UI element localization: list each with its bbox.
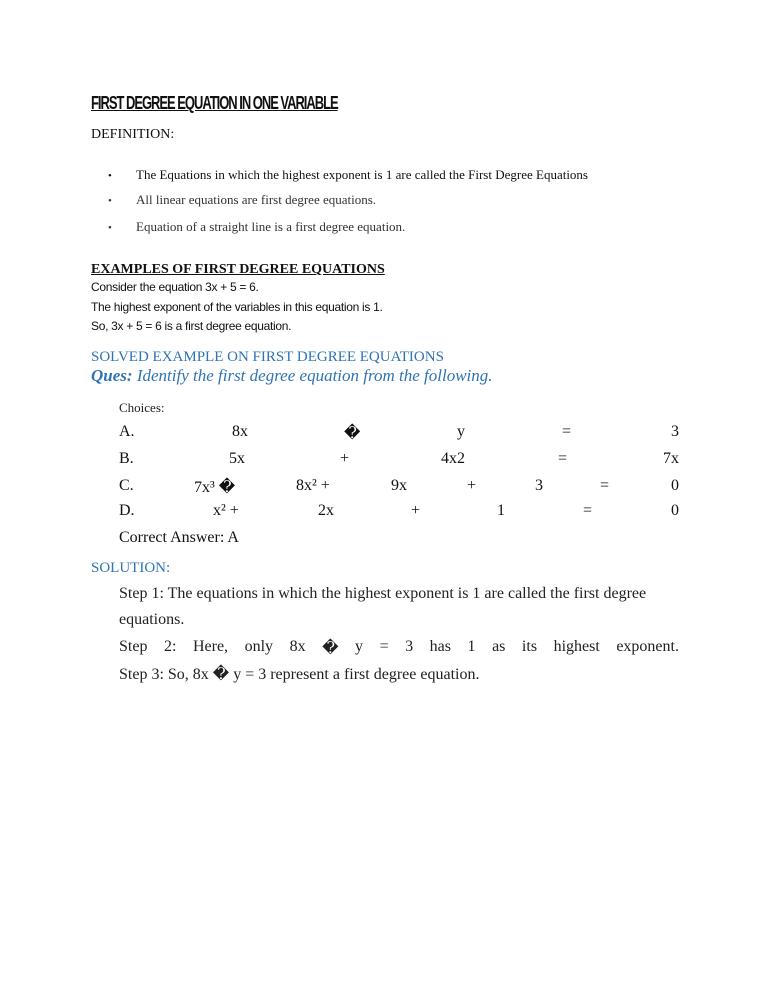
choice-term: � <box>344 425 361 442</box>
definition-label: DEFINITION: <box>91 127 175 142</box>
bullet-text: All linear equations are first degree equations. <box>136 192 377 207</box>
step-word: y <box>355 638 364 655</box>
choice-term: 9x <box>391 477 407 494</box>
choice-term: + <box>411 502 421 519</box>
choice-term: 0 <box>671 502 679 519</box>
step-word: � <box>322 640 339 657</box>
choice-term: = <box>600 477 610 494</box>
solution-step-1: Step 1: The equations in which the highest exponent is 1 are called the first degree <box>119 585 647 602</box>
choice-term: + <box>340 450 350 467</box>
solution-step-2 <box>119 638 679 658</box>
solution-step-3: Step 3: So, 8x � y = 3 represent a first degree equation. <box>119 666 480 683</box>
solved-example-heading: SOLVED EXAMPLE ON FIRST DEGREE EQUATIONS <box>91 349 444 365</box>
bullet-icon: • <box>108 195 112 207</box>
bullet-icon: • <box>108 222 112 234</box>
solution-step-1-cont: equations. <box>119 611 185 628</box>
step-word: only <box>244 638 274 655</box>
choice-term: = <box>558 450 568 467</box>
choice-term: 4x2 <box>441 450 465 467</box>
choice-letter: B. <box>119 450 134 467</box>
bullet-text: The Equations in which the highest exponent is 1 are called the First Degree Equations <box>136 167 588 182</box>
question <box>91 366 493 386</box>
examples-heading: EXAMPLES OF FIRST DEGREE EQUATIONS <box>91 262 385 277</box>
choice-term: = <box>583 502 593 519</box>
example-line: So, 3x + 5 = 6 is a first degree equation. <box>91 319 292 333</box>
step-word: = <box>379 638 389 655</box>
question-label: Ques: <box>91 366 133 385</box>
choice-term: 7x <box>663 450 679 467</box>
choice-term: 0 <box>671 477 679 494</box>
correct-answer: Correct Answer: A <box>119 529 239 546</box>
step-word: its <box>521 638 538 655</box>
choices-label: Choices: <box>119 400 165 415</box>
step-word: has <box>429 638 451 655</box>
choice-term: y <box>457 423 465 440</box>
choice-letter: D. <box>119 502 135 519</box>
step-word: 8x <box>289 638 306 655</box>
step-word: 3 <box>405 638 414 655</box>
choice-letter: A. <box>119 423 135 440</box>
step-word: Here, <box>192 638 229 655</box>
step-word: 2: <box>163 638 177 655</box>
choice-term: = <box>562 423 572 440</box>
choice-term: 3 <box>671 423 679 440</box>
bullet-icon: • <box>108 170 112 182</box>
bullet-item <box>108 192 376 208</box>
choice-term: 8x <box>232 423 248 440</box>
choice-letter: C. <box>119 477 134 494</box>
choice-term: x² + <box>213 502 239 519</box>
step-word: Step <box>119 638 148 655</box>
choice-term: 2x <box>318 502 334 519</box>
choice-term: 5x <box>229 450 245 467</box>
choice-term: + <box>467 477 477 494</box>
solution-label: SOLUTION: <box>91 560 171 576</box>
example-line: The highest exponent of the variables in this equation is 1. <box>91 300 383 314</box>
bullet-text: Equation of a straight line is a first degree equation. <box>136 219 406 234</box>
choice-term: 1 <box>497 502 505 519</box>
choice-term: 7x³ � <box>194 479 236 496</box>
step-word: as <box>492 638 506 655</box>
step-word: 1 <box>467 638 476 655</box>
page-title: FIRST DEGREE EQUATION IN ONE VARIABLE <box>91 93 338 113</box>
step-word: exponent. <box>616 638 679 655</box>
example-line: Consider the equation 3x + 5 = 6. <box>91 280 259 294</box>
bullet-item <box>108 167 588 183</box>
choice-term: 8x² + <box>296 477 330 494</box>
question-text: Identify the first degree equation from the following. <box>136 366 493 385</box>
step-word: highest <box>553 638 600 655</box>
bullet-item <box>108 219 405 235</box>
choice-term: 3 <box>535 477 543 494</box>
